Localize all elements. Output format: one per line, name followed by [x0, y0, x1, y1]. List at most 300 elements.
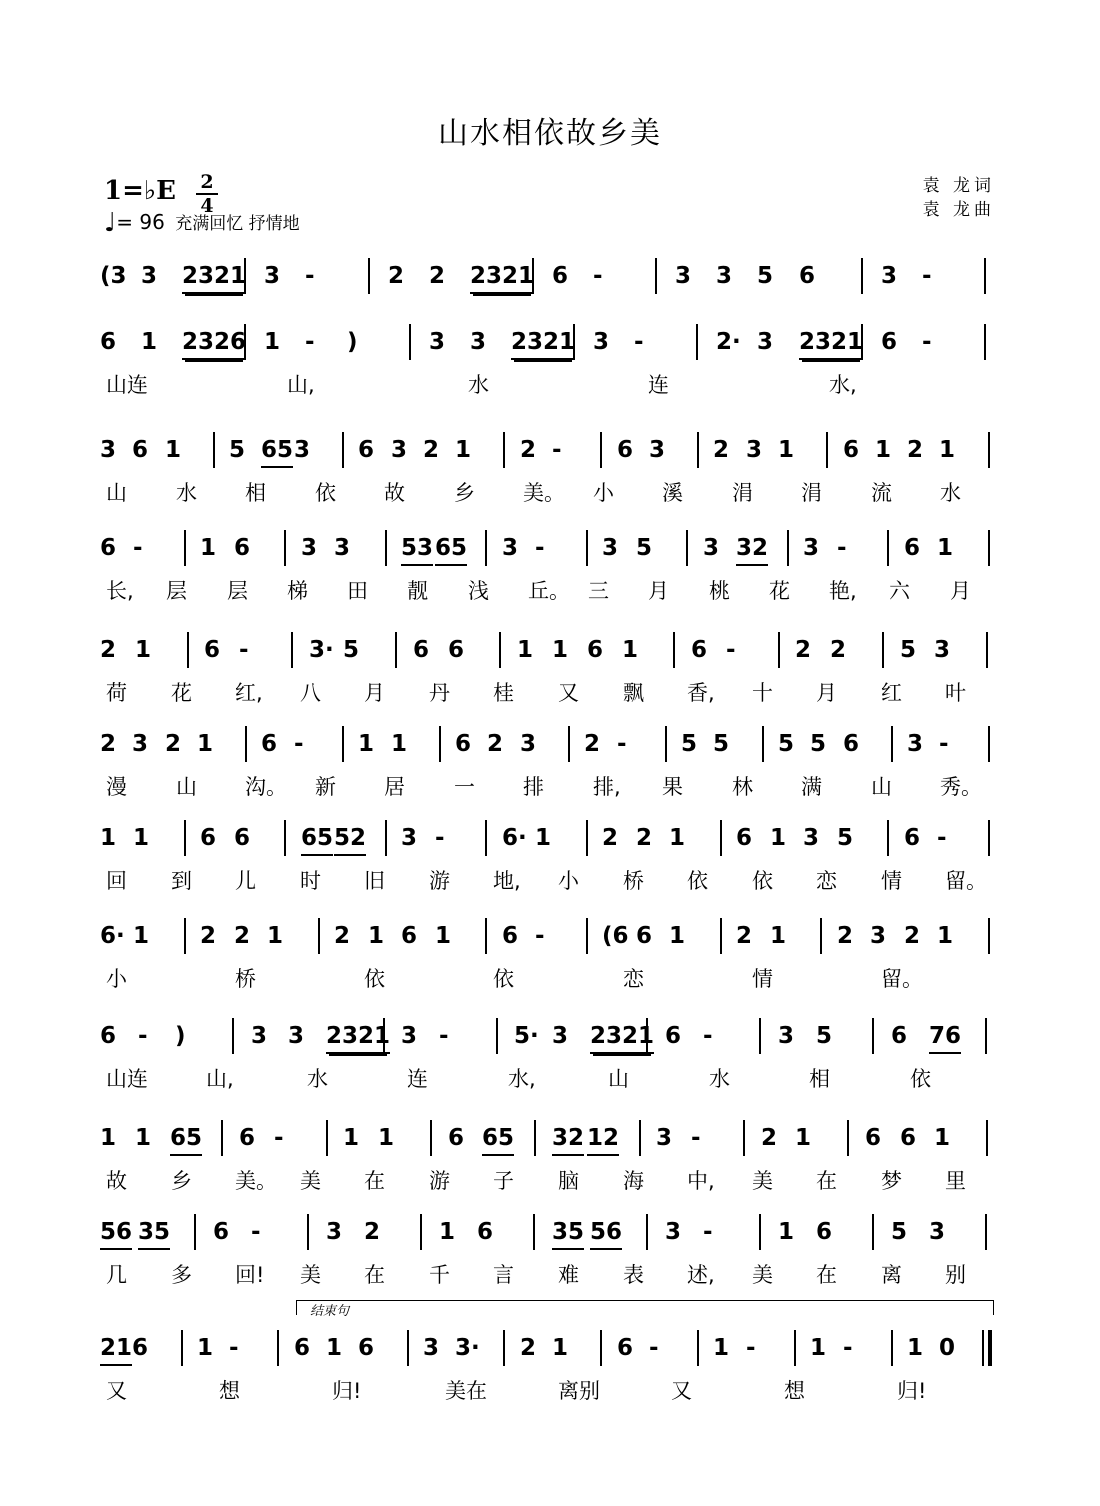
barline [984, 324, 986, 360]
lyric: 旧 [364, 869, 385, 893]
note: 1 [391, 731, 408, 757]
lyric: 依 [493, 967, 514, 991]
note: 6 [904, 535, 921, 561]
lyric: 荷 [106, 681, 127, 705]
note: 6 [100, 1023, 117, 1049]
lyric: 浅 [468, 579, 489, 603]
barline [194, 1214, 196, 1250]
note: 56 [590, 1212, 622, 1250]
note: 6 [843, 437, 860, 463]
lyrics-row [100, 962, 1004, 996]
barline [383, 1018, 385, 1054]
note: 3 [334, 535, 351, 561]
note: 65 [261, 430, 293, 468]
barline [646, 1018, 648, 1054]
lyric: 田 [347, 579, 368, 603]
lyric: 果 [662, 775, 683, 799]
note: 2321 [470, 256, 534, 294]
barline [586, 918, 588, 954]
note: 1 [455, 437, 472, 463]
note: - [649, 1335, 659, 1361]
note: 3 [470, 329, 487, 355]
lyric: 子 [493, 1169, 514, 1193]
lyric: 小 [593, 481, 614, 505]
notes-row [100, 256, 1004, 296]
lyric: 海 [623, 1169, 644, 1193]
lyric: 山, [206, 1067, 234, 1091]
lyric: 山 [176, 775, 197, 799]
lyric: 六 [889, 579, 910, 603]
note: - [305, 329, 315, 355]
lyric: 又 [558, 681, 579, 705]
note: 6 [455, 731, 472, 757]
notes-row [100, 430, 1004, 470]
lyric: 乡 [454, 481, 475, 505]
lyric: 排 [523, 775, 544, 799]
lyric: 美在 [445, 1379, 487, 1403]
note: 1 [135, 1125, 152, 1151]
barline [696, 324, 698, 360]
note: 53 [401, 528, 433, 566]
staff-line-4 [100, 528, 1004, 632]
barline [318, 918, 320, 954]
barline [686, 530, 688, 566]
barline [984, 258, 986, 294]
lyric: 林 [732, 775, 753, 799]
note: 5 [816, 1023, 833, 1049]
notes-row [100, 1118, 1004, 1158]
notes-row [100, 322, 1004, 362]
lyric: 桃 [709, 579, 730, 603]
lyric: 多 [171, 1263, 192, 1287]
lyric: 在 [816, 1263, 837, 1287]
note: 1 [778, 1219, 795, 1245]
note: - [439, 1023, 449, 1049]
lyric: 在 [364, 1263, 385, 1287]
lyric: 千 [429, 1263, 450, 1287]
note: 1 [264, 329, 281, 355]
lyric: 居 [384, 775, 405, 799]
note: 6 [132, 437, 149, 463]
lyric: 连 [407, 1067, 428, 1091]
barline [439, 726, 441, 762]
note: 6 [843, 731, 860, 757]
note: 6 [358, 437, 375, 463]
barline [503, 432, 505, 468]
note: 3 [803, 535, 820, 561]
lyric: 脑 [558, 1169, 579, 1193]
lyric: 新 [315, 775, 336, 799]
note: 5 [757, 263, 774, 289]
note: - [593, 263, 603, 289]
barline [872, 1018, 874, 1054]
lyric: 地, [493, 869, 521, 893]
note: 3· [309, 637, 334, 663]
lyric: 归! [897, 1379, 927, 1403]
lyric: 靓 [407, 579, 428, 603]
lyrics-row [100, 368, 1004, 402]
barline [720, 918, 722, 954]
lyric: 长, [106, 579, 134, 603]
lyric: 里 [945, 1169, 966, 1193]
note: - [922, 329, 932, 355]
lyric: 桥 [235, 967, 256, 991]
barline [409, 324, 411, 360]
note: 2 [100, 637, 117, 663]
lyric: 美 [752, 1169, 773, 1193]
lyric: 水 [176, 481, 197, 505]
lyric: 在 [816, 1169, 837, 1193]
lyric: 想 [784, 1379, 805, 1403]
note: 6 [213, 1219, 230, 1245]
note: 3 [429, 329, 446, 355]
lyric: 沟。 [245, 775, 287, 799]
note: 1 [133, 923, 150, 949]
barline [743, 1120, 745, 1156]
barline [655, 258, 657, 294]
note: 2321 [182, 256, 246, 294]
lyric: 言 [493, 1263, 514, 1287]
note: 1 [197, 1335, 214, 1361]
note: 2326 [182, 322, 246, 360]
notes-row [100, 528, 1004, 568]
note: 1 [875, 437, 892, 463]
note: - [435, 825, 445, 851]
lyric: 花 [769, 579, 790, 603]
note: - [617, 731, 627, 757]
barline [697, 1330, 699, 1366]
note: 6 [799, 263, 816, 289]
barline [826, 432, 828, 468]
barline [600, 1330, 602, 1366]
note: 3 [423, 1335, 440, 1361]
lyric: 别 [945, 1263, 966, 1287]
lyric: 依 [687, 869, 708, 893]
barline [307, 1214, 309, 1250]
note: 2 [602, 825, 619, 851]
lyric: 漫 [106, 775, 127, 799]
barline [820, 918, 822, 954]
note: 2 [165, 731, 182, 757]
barline [534, 1120, 536, 1156]
barline [988, 432, 990, 468]
note: 6 [200, 825, 217, 851]
barline [988, 530, 990, 566]
note: - [251, 1219, 261, 1245]
note: 2 [761, 1125, 778, 1151]
lyric: 几 [106, 1263, 127, 1287]
lyric: 山, [287, 373, 315, 397]
note: 3 [593, 329, 610, 355]
staff-line-6 [100, 724, 1004, 828]
lyric: 游 [429, 1169, 450, 1193]
barline [759, 1214, 761, 1250]
note: 3 [870, 923, 887, 949]
note: 1 [907, 1335, 924, 1361]
note: 6 [401, 923, 418, 949]
ending-label: 结束句 [310, 1304, 350, 1319]
note: 21 [100, 1328, 132, 1366]
note: - [239, 637, 249, 663]
note: 6 [234, 535, 251, 561]
note: 3 [746, 437, 763, 463]
lyric: 又 [671, 1379, 692, 1403]
lyrics-row [100, 1164, 1004, 1198]
lyric: 依 [910, 1067, 931, 1091]
note: 3 [907, 731, 924, 757]
barline [988, 918, 990, 954]
notes-row [100, 724, 1004, 764]
lyric: 恋 [816, 869, 837, 893]
note: 6 [358, 1335, 375, 1361]
time-denominator: 4 [200, 195, 214, 217]
note: 1 [939, 437, 956, 463]
note: 2 [795, 637, 812, 663]
barline [697, 432, 699, 468]
key-signature: 1=♭E [104, 176, 176, 206]
lyric: 中, [687, 1169, 715, 1193]
note: 3 [649, 437, 666, 463]
note: 2 [713, 437, 730, 463]
barline [861, 258, 863, 294]
note: 1 [669, 923, 686, 949]
paren-note: (6 [602, 923, 629, 949]
note: 3 [757, 329, 774, 355]
lyrics-row [100, 1062, 1004, 1096]
barline [503, 1330, 505, 1366]
lyric: 红, [235, 681, 263, 705]
note: - [133, 535, 143, 561]
note: 1 [343, 1125, 360, 1151]
note: 3 [100, 437, 117, 463]
lyric: 水 [307, 1067, 328, 1091]
note: 1 [326, 1335, 343, 1361]
note: 2 [907, 437, 924, 463]
note: 1 [435, 923, 452, 949]
lyric: 情 [881, 869, 902, 893]
lyric: 水, [508, 1067, 536, 1091]
barline [887, 530, 889, 566]
staff-line-10 [100, 1118, 1004, 1222]
lyric: 时 [300, 869, 321, 893]
note: 1 [165, 437, 182, 463]
notes-row [100, 818, 1004, 858]
lyrics-row [100, 1374, 1004, 1408]
lyric: 小 [558, 869, 579, 893]
note: 6 [448, 1125, 465, 1151]
barline [277, 1330, 279, 1366]
note: 3 [552, 1023, 569, 1049]
lyric: 乡 [171, 1169, 192, 1193]
note: 2 [487, 731, 504, 757]
note: 2 [736, 923, 753, 949]
note: - [229, 1335, 239, 1361]
lyric: 花 [171, 681, 192, 705]
barline [499, 632, 501, 668]
note: 1 [517, 637, 534, 663]
lyric: 三 [588, 579, 609, 603]
note: 56 [100, 1212, 132, 1250]
note: 76 [929, 1016, 961, 1054]
note: 1 [552, 637, 569, 663]
note: 6 [413, 637, 430, 663]
barline [284, 820, 286, 856]
note: 6 [900, 1125, 917, 1151]
note: 1 [552, 1335, 569, 1361]
lyric: 水 [468, 373, 489, 397]
note: 1 [267, 923, 284, 949]
barline [485, 918, 487, 954]
note: 6 [294, 1335, 311, 1361]
lyric: 涓 [801, 481, 822, 505]
paren-note: ) [347, 329, 358, 355]
note: - [922, 263, 932, 289]
lyric: 一 [454, 775, 475, 799]
note: 6 [904, 825, 921, 851]
note: 6 [132, 1335, 149, 1361]
note: 2 [200, 923, 217, 949]
note: - [552, 437, 562, 463]
barline [496, 1018, 498, 1054]
staff-line-7 [100, 818, 1004, 922]
note: 3 [502, 535, 519, 561]
barline [395, 632, 397, 668]
lyric: 到 [171, 869, 192, 893]
note: - [703, 1219, 713, 1245]
note: 65 [435, 528, 467, 566]
lyric: 桥 [623, 869, 644, 893]
lyric: 情 [752, 967, 773, 991]
lyric: 水 [940, 481, 961, 505]
note: 3 [401, 1023, 418, 1049]
note: 5 [713, 731, 730, 757]
barline [187, 632, 189, 668]
lyric: 丘。 [528, 579, 570, 603]
lyric: 故 [384, 481, 405, 505]
note: 6 [636, 923, 653, 949]
barline [291, 632, 293, 668]
lyric: 美。 [235, 1169, 277, 1193]
note: 5 [229, 437, 246, 463]
barline [184, 918, 186, 954]
lyric: 回! [235, 1263, 265, 1287]
barline [759, 1018, 761, 1054]
note: 35 [552, 1212, 584, 1250]
note: 6 [736, 825, 753, 851]
note: 6 [477, 1219, 494, 1245]
staff-line-9 [100, 1016, 1004, 1120]
paren-note: (3 [100, 263, 127, 289]
lyric: 叶 [945, 681, 966, 705]
note: - [939, 731, 949, 757]
barline [586, 820, 588, 856]
note: 1 [770, 825, 787, 851]
lyric: 离别 [558, 1379, 600, 1403]
note: 6 [100, 329, 117, 355]
note: 3 [934, 637, 951, 663]
lyric: 依 [752, 869, 773, 893]
note: 5 [891, 1219, 908, 1245]
note: 5 [343, 637, 360, 663]
note: 2 [830, 637, 847, 663]
lyric: 连 [648, 373, 669, 397]
note: 6· [502, 825, 527, 851]
note: 3 [675, 263, 692, 289]
note: - [726, 637, 736, 663]
barline [988, 726, 990, 762]
lyric: 想 [219, 1379, 240, 1403]
note: 6 [617, 437, 634, 463]
lyric: 丹 [429, 681, 450, 705]
lyric: 归! [332, 1379, 362, 1403]
lyric: 依 [364, 967, 385, 991]
note: 1 [133, 825, 150, 851]
barline [887, 820, 889, 856]
note: 1 [535, 825, 552, 851]
barline [221, 1120, 223, 1156]
note: 5 [636, 535, 653, 561]
quarter-note-icon: ♩ [104, 208, 117, 238]
note: 2321 [590, 1016, 654, 1054]
notes-row [100, 1016, 1004, 1056]
note: 2 [234, 923, 251, 949]
barline [891, 1330, 893, 1366]
barline [985, 1018, 987, 1054]
note: 2 [364, 1219, 381, 1245]
note: 3 [294, 437, 311, 463]
note: 2 [100, 731, 117, 757]
lyric: 留。 [945, 869, 987, 893]
note: 3 [141, 263, 158, 289]
barline [284, 530, 286, 566]
note: 65 [170, 1118, 202, 1156]
notes-row [100, 1328, 1004, 1368]
barline [665, 726, 667, 762]
note: 2321 [326, 1016, 390, 1054]
barline [646, 1214, 648, 1250]
note: 6 [617, 1335, 634, 1361]
barline [568, 726, 570, 762]
barline [778, 632, 780, 668]
final-barline [988, 1330, 992, 1366]
note: 65 [301, 818, 333, 856]
barline [485, 530, 487, 566]
lyrics-row [100, 770, 1004, 804]
lyric: 流 [871, 481, 892, 505]
note: 3 [881, 263, 898, 289]
barline [342, 726, 344, 762]
note: 1 [439, 1219, 456, 1245]
barline [326, 1120, 328, 1156]
notes-row [100, 1212, 1004, 1252]
note: - [746, 1335, 756, 1361]
note: 6 [665, 1023, 682, 1049]
barline [985, 1214, 987, 1250]
note: 5 [810, 731, 827, 757]
barline [586, 530, 588, 566]
note: 3 [264, 263, 281, 289]
barline [181, 1330, 183, 1366]
lyric: 涓 [732, 481, 753, 505]
note: 3 [656, 1125, 673, 1151]
staff-line-12 [100, 1328, 1004, 1432]
lyric: 游 [429, 869, 450, 893]
note: 35 [138, 1212, 170, 1250]
note: 1 [197, 731, 214, 757]
note: 6· [100, 923, 125, 949]
note: 6 [448, 637, 465, 663]
note: 2 [904, 923, 921, 949]
